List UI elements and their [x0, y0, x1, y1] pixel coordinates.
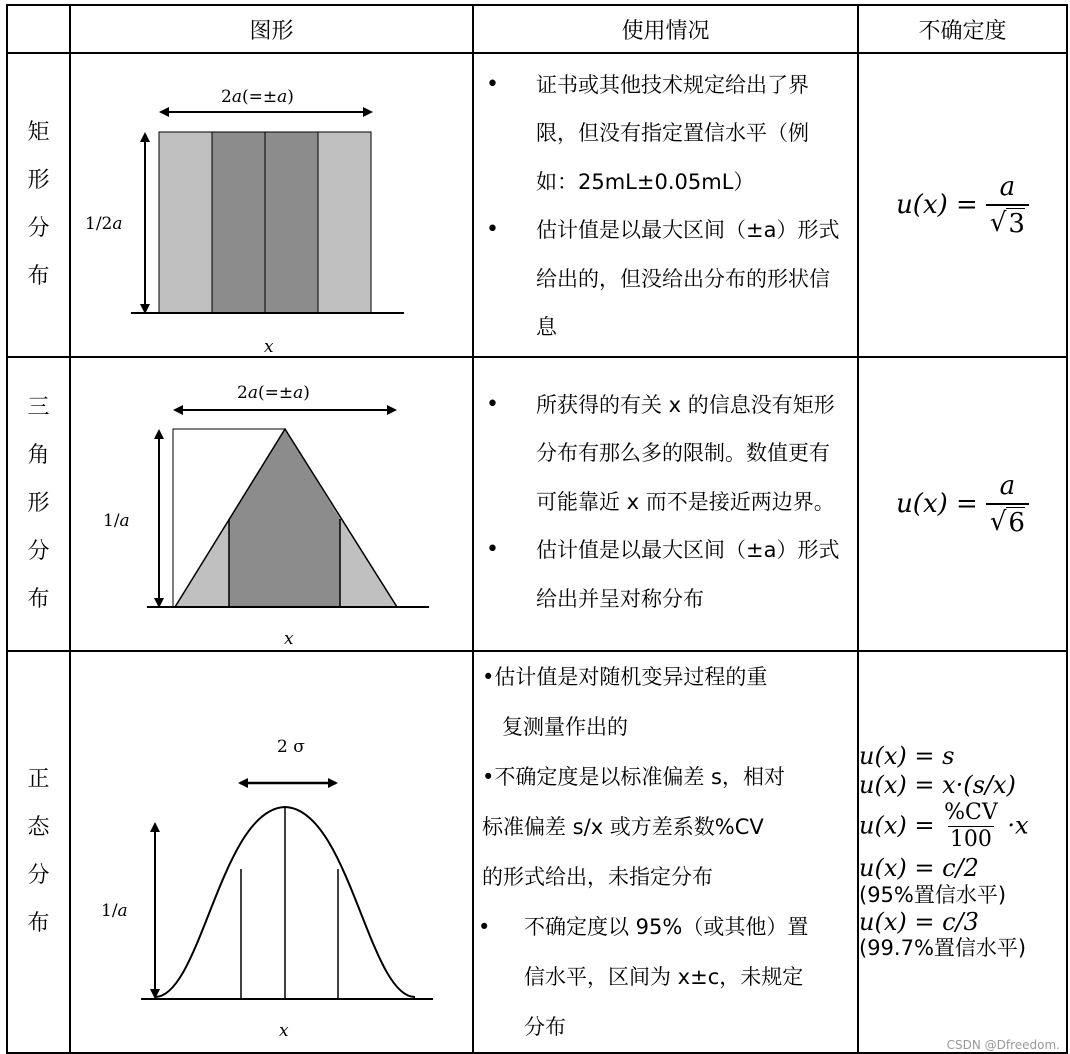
- width-label: 2a(=±a): [221, 87, 294, 107]
- usage-rect-item-2: • 估计值是以最大区间（±a）形式给出的，但没给出分布的形状信息: [474, 206, 857, 352]
- header-uncertainty: 不确定度: [858, 5, 1067, 53]
- width-label: 2 σ: [277, 737, 305, 757]
- row-rectangular: [7, 53, 1067, 357]
- usage-tri-item-1: • 所获得的有关 x 的信息没有矩形分布有那么多的限制。数值更有可能靠近 x 而不是接近两边界。: [474, 381, 857, 527]
- x-label: x: [264, 337, 274, 356]
- rect-band-outer-right: [318, 132, 371, 313]
- normal-diagram: [71, 659, 472, 1045]
- x-label: x: [284, 629, 294, 649]
- uncertainty-rectangular: [858, 53, 1067, 357]
- rect-band-outer-left: [159, 132, 212, 313]
- row-normal: [7, 651, 1067, 1053]
- rect-band-inner-right: [265, 132, 318, 313]
- formula-triangular: u(x) = a √ 6: [896, 471, 1029, 538]
- formula-normal-5-note: (99.7%置信水平): [859, 936, 1027, 961]
- usage-normal: •估计值是对随机变异过程的重 复测量作出的 •不确定度是以标准偏差 s，相对 标准偏差 s/x 或方差系数%CV 的形式给出，未指定分布 • 不确定度以 95%（或其他）置 信水平，区间为 x±c，未规定 分布: [473, 651, 858, 1053]
- uncertainty-triangular: [858, 357, 1067, 651]
- header-row: [7, 5, 1067, 53]
- x-label: x: [279, 1021, 289, 1041]
- label-triangular: 三 角 形 分 布: [7, 357, 70, 651]
- height-label: 1/a: [103, 511, 130, 531]
- formula-normal-2: u(x) = x·(s/x): [859, 771, 1016, 800]
- figure-rectangular: [70, 53, 473, 357]
- usage-rectangular: [473, 53, 858, 357]
- label-normal: 正 态 分 布: [7, 651, 70, 1053]
- formula-normal-5: u(x) = c/3: [859, 907, 979, 936]
- figure-triangular: [70, 357, 473, 651]
- rect-band-inner-left: [212, 132, 265, 313]
- figure-normal: [70, 651, 473, 1053]
- formula-rectangular: u(x) = a √ 3: [896, 172, 1029, 239]
- header-empty-cell: [7, 5, 70, 53]
- distribution-table: [6, 4, 1068, 1054]
- rectangular-diagram: [71, 54, 472, 356]
- height-label: 1/2a: [85, 214, 123, 234]
- formula-normal-1: u(x) = s: [859, 742, 955, 771]
- label-rectangular: 矩 形 分 布: [7, 53, 70, 357]
- width-label: 2a(=±a): [237, 383, 310, 403]
- header-figure: 图形: [70, 5, 473, 53]
- height-label: 1/a: [101, 901, 128, 921]
- usage-tri-item-2: • 估计值是以最大区间（±a）形式给出并呈对称分布: [474, 526, 857, 623]
- row-triangular: [7, 357, 1067, 651]
- usage-rect-item-1: • 证书或其他技术规定给出了界限，但没有指定置信水平（例如：25mL±0.05mL）: [474, 61, 857, 207]
- formula-normal-4-note: (95%置信水平): [859, 882, 1007, 907]
- triangular-diagram: [71, 358, 472, 650]
- uncertainty-normal: [858, 651, 1067, 1053]
- formula-normal-3: u(x) = $\frac{\%CV}{100}$ ·x: [859, 799, 1029, 853]
- header-usage: 使用情况: [473, 5, 858, 53]
- usage-triangular: [473, 357, 858, 651]
- tri-inner: [229, 429, 340, 607]
- watermark: CSDN @Dfreedom.: [946, 1038, 1060, 1052]
- formula-normal-4: u(x) = c/2: [859, 853, 979, 882]
